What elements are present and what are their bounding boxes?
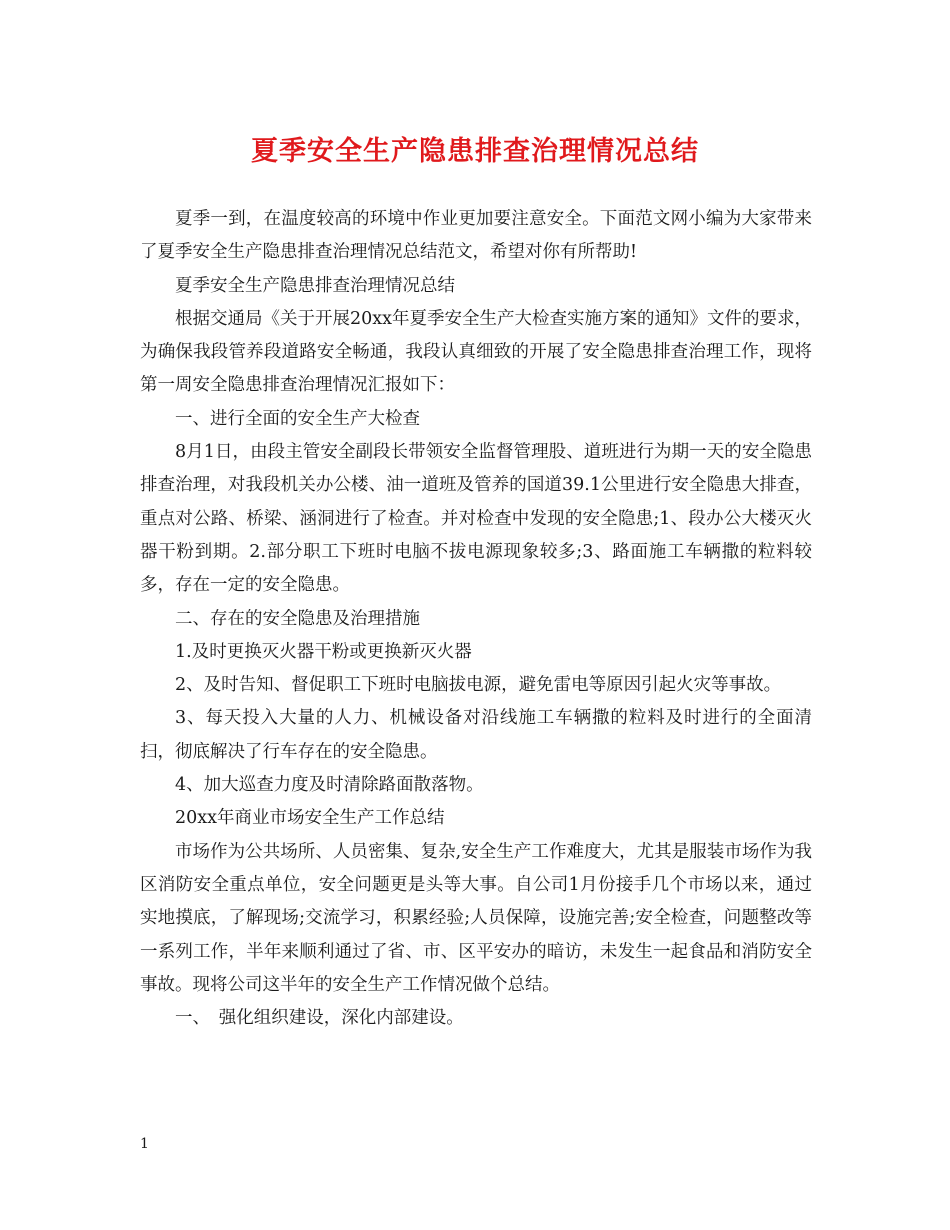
- paragraph-inspection: 8月1日，由段主管安全副段长带领安全监督管理股、道班进行为期一天的安全隐患排查治理，对我段机关办公楼、油一道班及管养的国道39.1公里进行安全隐患大排查，重点对公路、桥梁、涵洞进行了检查。并对检查中发现的安全隐患;1、段办公大楼灭火器干粉到期。2.部分职工下班时电脑不拔电源现象较多;3、路面施工车辆撒的粒料较多，存在一定的安全隐患。: [140, 442, 812, 596]
- document-body: [140, 203, 812, 1035]
- paragraph-intro: 夏季一到，在温度较高的环境中作业更加要注意安全。下面范文网小编为大家带来了夏季安全生产隐患排查治理情况总结范文，希望对你有所帮助!: [140, 209, 812, 263]
- measure-item-4: 4、加大巡查力度及时清除路面散落物。: [175, 775, 484, 796]
- section-heading-3: 一、 强化组织建设，深化内部建设。: [175, 1008, 464, 1029]
- measure-item-3: 3、每天投入大量的人力、机械设备对沿线施工车辆撒的粒料及时进行的全面清扫，彻底解决了行车存在的安全隐患。: [140, 708, 812, 762]
- document-title: 夏季安全生产隐患排查治理情况总结: [251, 136, 699, 167]
- section-heading-1: 一、进行全面的安全生产大检查: [175, 408, 420, 429]
- paragraph-market: 市场作为公共场所、人员密集、复杂,安全生产工作难度大，尤其是服装市场作为我区消防安全重点单位，安全问题更是头等大事。自公司1月份接手几个市场以来，通过实地摸底，了解现场;交流学习，积累经验;人员保障，设施完善;安全检查，问题整改等一系列工作，半年来顺利通过了省、市、区平安办的暗访，未发生一起食品和消防安全事故。现将公司这半年的安全生产工作情况做个总结。: [140, 841, 812, 995]
- paragraph-background: 根据交通局《关于开展20xx年夏季安全生产大检查实施方案的通知》文件的要求，为确保我段管养段道路安全畅通，我段认真细致的开展了安全隐患排查治理工作，现将第一周安全隐患排查治理情况汇报如下：: [140, 308, 813, 396]
- measure-item-2: 2、及时告知、督促职工下班时电脑拔电源，避免雷电等原因引起火灾等事故。: [175, 675, 782, 696]
- section-heading-2: 二、存在的安全隐患及治理措施: [175, 608, 420, 629]
- paragraph-subtitle-2: 20xx年商业市场安全生产工作总结: [175, 808, 445, 829]
- paragraph-subtitle: 夏季安全生产隐患排查治理情况总结: [175, 275, 455, 296]
- page-number: 1: [140, 1136, 149, 1152]
- measure-item-1: 1.及时更换灭火器干粉或更换新灭火器: [175, 641, 472, 662]
